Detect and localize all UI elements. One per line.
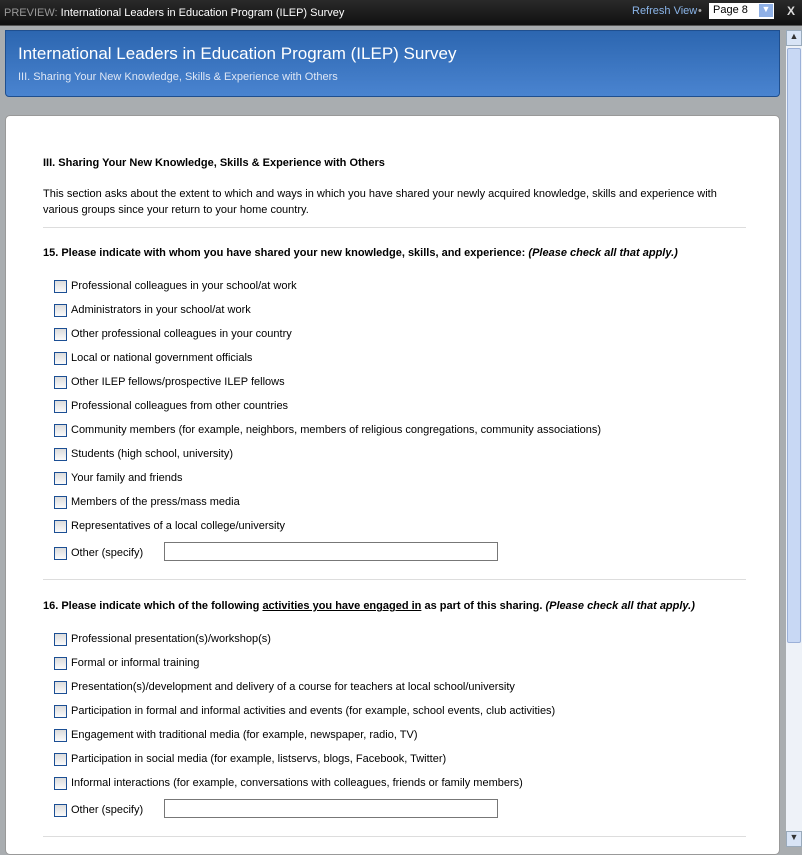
checkbox-option[interactable] <box>54 632 271 646</box>
other-specify-input[interactable] <box>164 799 498 818</box>
option-label: Representatives of a local college/university <box>71 520 286 532</box>
checkbox-option[interactable] <box>54 303 251 317</box>
option-label: Other (specify) <box>71 547 144 559</box>
option-label: Professional colleagues in your school/at work <box>71 280 297 292</box>
option-label: Other ILEP fellows/prospective ILEP fellows <box>71 376 285 388</box>
option-label: Your family and friends <box>71 472 183 484</box>
checkbox-option[interactable] <box>54 752 446 766</box>
page-select[interactable]: Page 8 ▼ <box>709 3 774 19</box>
checkbox-option[interactable] <box>54 471 183 485</box>
option-label: Local or national government officials <box>71 352 253 364</box>
divider <box>43 579 746 580</box>
checkbox-option[interactable] <box>54 680 515 694</box>
question-15: 15. Please indicate with whom you have shared your new knowledge, skills, and experience: (Please check all that apply.) <box>43 247 678 259</box>
divider <box>43 227 746 228</box>
option-label: Administrators in your school/at work <box>71 304 251 316</box>
checkbox-option[interactable] <box>54 375 285 389</box>
option-label: Other (specify) <box>71 804 144 816</box>
option-label: Professional colleagues from other countries <box>71 400 289 412</box>
checkbox[interactable] <box>54 729 67 742</box>
checkbox-option[interactable] <box>54 728 417 742</box>
checkbox-option[interactable] <box>54 546 143 560</box>
scroll-thumb[interactable] <box>787 48 801 643</box>
checkbox-option[interactable] <box>54 423 601 437</box>
divider <box>43 836 746 837</box>
preview-bar <box>0 0 802 26</box>
checkbox[interactable] <box>54 633 67 646</box>
section-intro: This section asks about the extent to which and ways in which you have shared your newly acquired knowledge, skills and experience with various groups since your return to your home country. <box>43 188 717 216</box>
survey-subtitle: III. Sharing Your New Knowledge, Skills & Experience with Others <box>18 71 338 83</box>
checkbox[interactable] <box>54 705 67 718</box>
separator: • <box>698 5 702 17</box>
checkbox[interactable] <box>54 352 67 365</box>
option-label: Participation in social media (for example, listservs, blogs, Facebook, Twitter) <box>71 753 447 765</box>
scrollbar[interactable] <box>786 30 802 847</box>
checkbox[interactable] <box>54 777 67 790</box>
checkbox[interactable] <box>54 657 67 670</box>
checkbox-option[interactable] <box>54 495 240 509</box>
checkbox-option[interactable] <box>54 447 233 461</box>
checkbox[interactable] <box>54 400 67 413</box>
section-title: III. Sharing Your New Knowledge, Skills & Experience with Others <box>43 157 385 169</box>
option-label: Participation in formal and informal activities and events (for example, school events, club activities) <box>71 705 556 717</box>
checkbox-option[interactable] <box>54 327 292 341</box>
checkbox[interactable] <box>54 304 67 317</box>
checkbox-option[interactable] <box>54 351 252 365</box>
checkbox[interactable] <box>54 328 67 341</box>
checkbox[interactable] <box>54 280 67 293</box>
checkbox[interactable] <box>54 376 67 389</box>
checkbox[interactable] <box>54 496 67 509</box>
checkbox[interactable] <box>54 804 67 817</box>
option-label: Presentation(s)/development and delivery of a course for teachers at local school/university <box>71 681 515 693</box>
checkbox-option[interactable] <box>54 399 288 413</box>
option-label: Students (high school, university) <box>71 448 234 460</box>
chevron-down-icon: ▼ <box>759 4 773 17</box>
scroll-up-icon[interactable]: ▲ <box>786 30 802 46</box>
close-button[interactable]: X <box>787 4 796 18</box>
option-label: Other professional colleagues in your country <box>71 328 292 340</box>
survey-title: International Leaders in Education Program (ILEP) Survey <box>18 44 457 63</box>
checkbox-option[interactable] <box>54 803 143 817</box>
other-specify-input[interactable] <box>164 542 498 561</box>
checkbox-option[interactable] <box>54 656 199 670</box>
checkbox[interactable] <box>54 753 67 766</box>
checkbox[interactable] <box>54 472 67 485</box>
checkbox-option[interactable] <box>54 279 297 293</box>
refresh-view-link[interactable]: Refresh View <box>632 5 698 17</box>
option-label: Formal or informal training <box>71 657 200 669</box>
preview-title: PREVIEW: International Leaders in Education Program (ILEP) Survey <box>4 7 345 19</box>
checkbox[interactable] <box>54 520 67 533</box>
scroll-down-icon[interactable]: ▼ <box>786 831 802 847</box>
survey-content <box>5 115 780 855</box>
checkbox-option[interactable] <box>54 776 523 790</box>
option-label: Community members (for example, neighbors, members of religious congregations, community associations) <box>71 424 602 436</box>
option-label: Professional presentation(s)/workshop(s) <box>71 633 271 645</box>
question-16: 16. Please indicate which of the following activities you have engaged in as part of this sharing. (Please check all that apply.) <box>43 600 695 612</box>
option-label: Members of the press/mass media <box>71 496 240 508</box>
checkbox[interactable] <box>54 448 67 461</box>
checkbox-option[interactable] <box>54 519 285 533</box>
option-label: Informal interactions (for example, conversations with colleagues, friends or family members) <box>71 777 523 789</box>
option-label: Engagement with traditional media (for example, newspaper, radio, TV) <box>71 729 418 741</box>
survey-header <box>5 30 780 97</box>
checkbox[interactable] <box>54 424 67 437</box>
checkbox-option[interactable] <box>54 704 555 718</box>
checkbox[interactable] <box>54 547 67 560</box>
checkbox[interactable] <box>54 681 67 694</box>
